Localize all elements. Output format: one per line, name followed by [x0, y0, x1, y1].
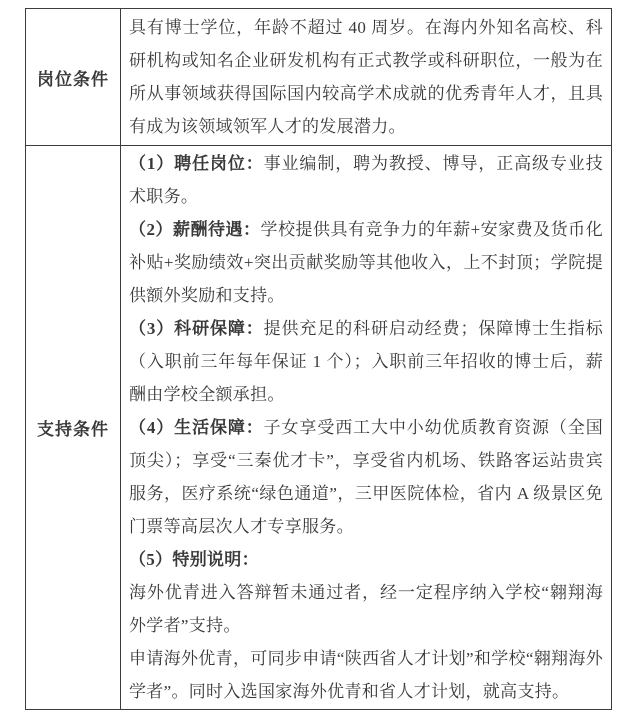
support-item-5	[129, 543, 603, 576]
support-note-2: 申请海外优青，可同步申请“陕西省人才计划”和学校“翱翔海外学者”。同时入选国家海外优青和省人才计划，就高支持。	[129, 649, 603, 701]
support-item-5-head: （5）特别说明：	[129, 550, 259, 569]
support-item-4	[129, 411, 603, 543]
support-item-3-head: （3）科研保障：	[129, 319, 264, 338]
support-item-4-head: （4）生活保障：	[129, 418, 264, 437]
position-conditions-label: 岗位条件	[37, 69, 109, 89]
conditions-table	[25, 8, 612, 710]
support-item-2-body: 学校提供具有竞争力的年薪+安家费及货币化补贴+奖励绩效+突出贡献奖励等其他收入，上不封顶；学院提供额外奖励和支持。	[129, 220, 603, 305]
support-item-3	[129, 312, 603, 411]
position-conditions-paragraph: 具有博士学位，年龄不超过 40 周岁。在海内外知名高校、科研机构或知名企业研发机构有正式教学或科研职位，一般为在所从事领域获得国际国内较高学术成就的优秀青年人才，且具有成为该领域领军人才的发展潜力。	[129, 18, 603, 136]
support-item-1-body: 事业编制，聘为教授、博导，正高级专业技术职务。	[129, 154, 603, 206]
position-conditions-content-cell	[121, 9, 612, 146]
support-item-1	[129, 147, 603, 213]
support-conditions-label: 支持条件	[37, 420, 109, 439]
table-row-support-conditions	[26, 146, 612, 710]
support-conditions-content-cell	[121, 146, 612, 710]
support-item-1-head: （1）聘任岗位：	[129, 154, 264, 173]
position-conditions-label-cell	[26, 9, 121, 146]
support-note-1: 海外优青进入答辩暂未通过者，经一定程序纳入学校“翱翔海外学者”支持。	[129, 583, 603, 635]
support-item-3-body: 提供充足的科研启动经费；保障博士生指标（入职前三年每年保证 1 个）；入职前三年招收的博士后，薪酬由学校全额承担。	[129, 319, 603, 404]
support-item-2-head: （2）薪酬待遇：	[129, 220, 261, 239]
support-conditions-label-cell	[26, 146, 121, 710]
support-item-2	[129, 213, 603, 312]
table-row-position-conditions	[26, 9, 612, 146]
support-item-4-body: 子女享受西工大中小幼优质教育资源（全国顶尖）；享受“三秦优才卡”，享受省内机场、铁路客运站贵宾服务，医疗系统“绿色通道”，三甲医院体检，省内 A 级景区免门票等高层次人才专享服务。	[129, 418, 603, 536]
